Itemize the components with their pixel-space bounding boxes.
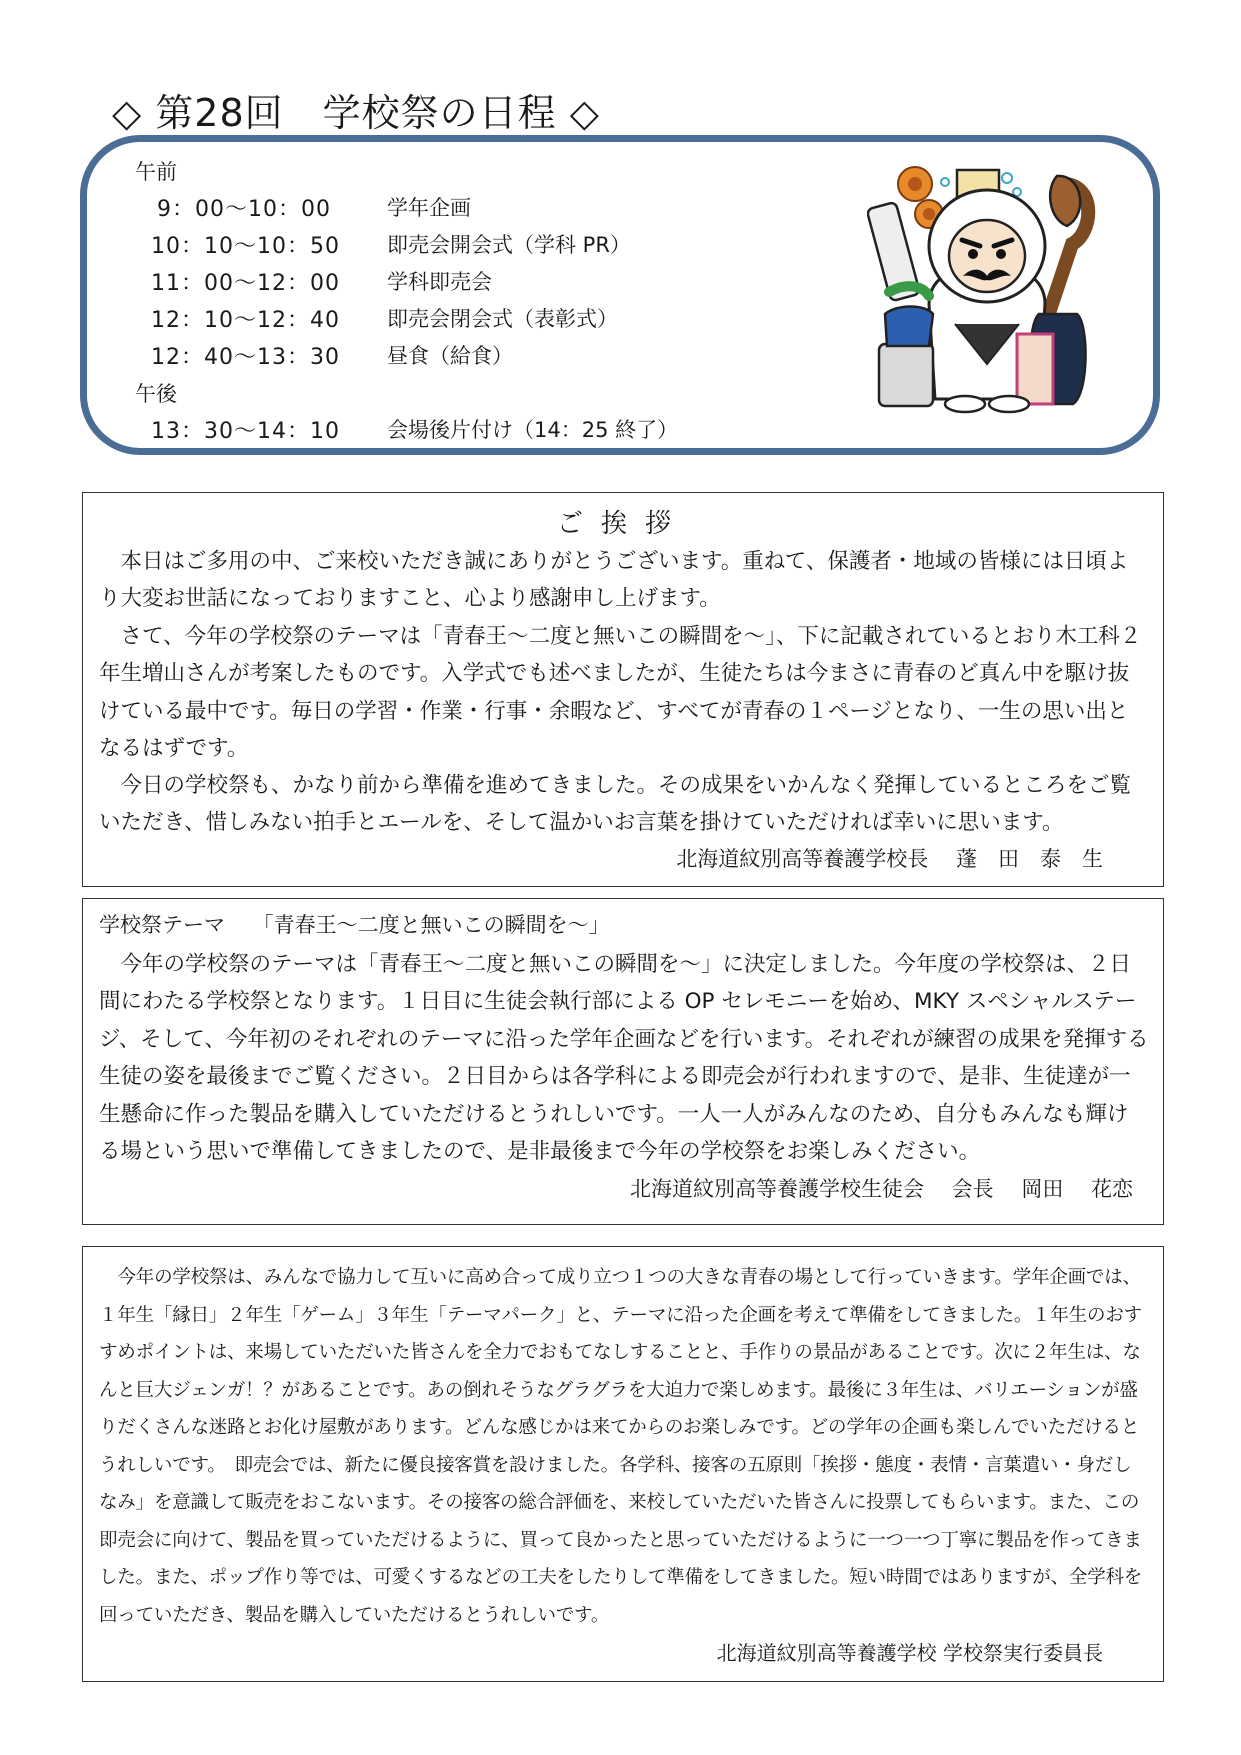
schedule-panel	[80, 135, 1160, 455]
principal-signature: 北海道紋別高等養護学校長 蓬 田 泰 生	[676, 847, 1103, 871]
schedule-time: 9：00～10：00	[157, 197, 331, 222]
schedule-time: 11：00～12：00	[151, 271, 340, 296]
greeting-paragraph-3: 今日の学校祭も、かなり前から準備を進めてきました。その成果をいかんなく発揮しているところをご覧いただき、惜しみない拍手とエールを、そして温かいお言葉を掛けていただければ幸いに思います。	[99, 773, 1132, 836]
schedule-event: 即売会開会式（学科 PR）	[387, 233, 631, 257]
theme-heading: 学校祭テーマ 「青春王～二度と無いこの瞬間を～」	[99, 913, 610, 937]
page-title: ◇ 第28回 学校祭の日程 ◇	[112, 91, 600, 135]
schedule-event: 会場後片付け（14：25 終了）	[387, 418, 679, 442]
theme-paragraph: 今年の学校祭のテーマは「青春王～二度と無いこの瞬間を～」に決定しました。今年度の学校祭は、２日間にわたる学校祭となります。１日目に生徒会執行部による OP セレモニーを始め、MKY スペシャルステージ、そして、今年初のそれぞれのテーマに沿った学年企画などを行います。それぞれが練習の成果を発揮する生徒の姿を最後までご覧ください。２日目からは各学科による即売会が行われますので、是非、生徒達が一生懸命に作った製品を購入していただけるとうれしいです。一人一人がみんなのため、自分もみんなも輝ける場という思いで準備してきましたので、是非最後まで今年の学校祭をお楽しみください。	[99, 952, 1149, 1165]
theme-box	[82, 898, 1164, 1225]
greeting-paragraph-1: 本日はご多用の中、ご来校いただき誠にありがとうございます。重ねて、保護者・地域の皆様には日頃より大変お世話になっておりますこと、心より感謝申し上げます。	[99, 549, 1129, 612]
greeting-title: ご挨拶	[556, 509, 689, 539]
schedule-time: 12：40～13：30	[151, 345, 340, 370]
schedule-event: 学年企画	[387, 196, 471, 220]
morning-label: 午前	[135, 160, 177, 184]
schedule-time: 10：10～10：50	[151, 234, 340, 259]
student-council-signature: 北海道紋別高等養護学校生徒会 会長 岡田 花恋	[629, 1177, 1133, 1201]
schedule-event: 学科即売会	[387, 270, 492, 294]
schedule-event: 即売会閉会式（表彰式）	[387, 307, 618, 331]
afternoon-label: 午後	[135, 382, 177, 406]
mascot-icon	[867, 164, 1107, 434]
committee-paragraph: 今年の学校祭は、みんなで協力して互いに高め合って成り立つ１つの大きな青春の場として行っていきます。学年企画では、１年生「縁日」２年生「ゲーム」３年生「テーマパーク」と、テーマに沿った企画を考えて準備をしてきました。１年生のおすすめポイントは、来場していただいた皆さんを全力でおもてなしすることと、手作りの景品があることです。次に２年生は、なんと巨大ジェンガ！？があることです。あの倒れそうなグラグラを大迫力で楽しめます。最後に３年生は、バリエーションが盛りだくさんな迷路とお化け屋敷があります。どんな感じかは来てからのお楽しみです。どの学年の企画も楽しんでいただけるとうれしいです。 即売会では、新たに優良接客賞を設けました。各学科、接客の五原則「挨拶・態度・表情・言葉遣い・身だしなみ」を意識して販売をおこないます。その接客の総合評価を、来校していただいた皆さんに投票してもらいます。また、この即売会に向けて、製品を買っていただけるように、買って良かったと思っていただけるように一つ一つ丁寧に製品を作ってきました。また、ポップ作り等では、可愛くするなどの工夫をしたりして準備をしてきました。短い時間ではありますが、全学科を回っていただき、製品を購入していただけるとうれしいです。	[99, 1267, 1143, 1626]
greeting-paragraph-2: さて、今年の学校祭のテーマは「青春王～二度と無いこの瞬間を～」、下に記載されているとおり木工科２年生増山さんが考案したものです。入学式でも述べましたが、生徒たちは今まさに青春のど真ん中を駆け抜けている最中です。毎日の学習・作業・行事・余暇など、すべてが青春の１ページとなり、一生の思い出となるはずです。	[99, 624, 1142, 761]
committee-box	[82, 1246, 1164, 1682]
committee-signature: 北海道紋別高等養護学校 学校祭実行委員長	[716, 1641, 1103, 1665]
schedule-event: 昼食（給食）	[387, 344, 513, 368]
greeting-box	[82, 492, 1164, 887]
schedule-time: 12：10～12：40	[151, 308, 340, 333]
schedule-time: 13：30～14：10	[151, 419, 340, 444]
